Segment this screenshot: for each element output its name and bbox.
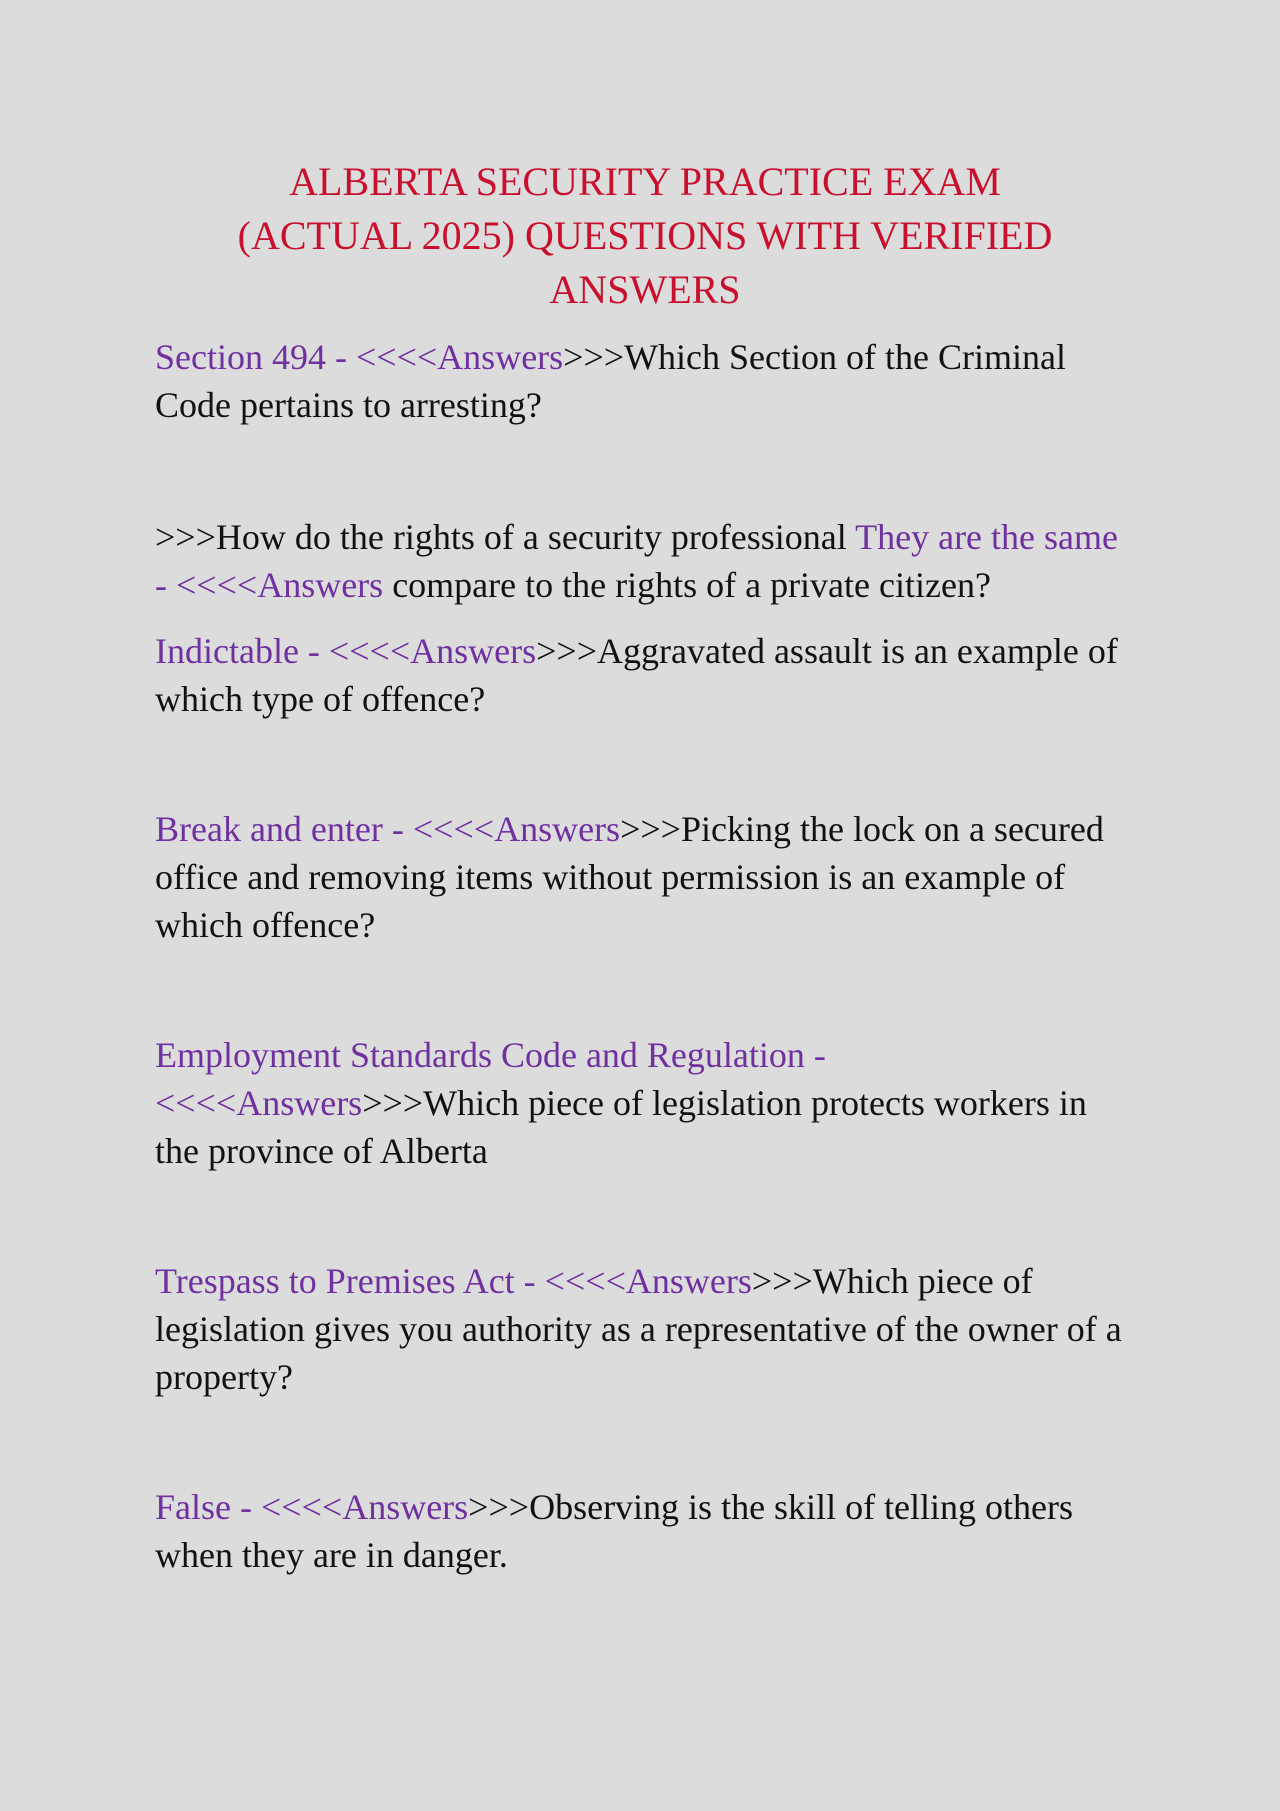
question-text: >>>Which piece of legislation gives you authority as a representative of the owner of a property? — [155, 1261, 1122, 1397]
answer-text: Section 494 - <<<<Answers — [155, 337, 564, 377]
question-text: >>>Which piece of legislation protects workers in the province of Alberta — [155, 1083, 1087, 1171]
qa-item-2 — [155, 513, 1135, 609]
document-title — [155, 155, 1135, 317]
title-line-3: ANSWERS — [549, 267, 741, 312]
answer-text: False - <<<<Answers — [155, 1487, 469, 1527]
answer-text: Indictable - <<<<Answers — [155, 631, 537, 671]
qa-item-5 — [155, 1031, 1135, 1175]
question-text: >>>Aggravated assault is an example of which type of offence? — [155, 631, 1118, 719]
title-line-2: (ACTUAL 2025) QUESTIONS WITH VERIFIED — [237, 213, 1053, 258]
answer-text: Employment Standards Code and Regulation - <<<<Answers — [155, 1035, 826, 1123]
answer-text: Trespass to Premises Act - <<<<Answers — [155, 1261, 752, 1301]
qa-item-3 — [155, 627, 1135, 723]
question-text-end: compare to the rights of a private citizen? — [383, 565, 991, 605]
question-text: >>>Observing is the skill of telling others when they are in danger. — [155, 1487, 1074, 1575]
qa-item-1 — [155, 333, 1135, 429]
question-text-start: >>>How do the rights of a security professional — [155, 517, 856, 557]
title-line-1: ALBERTA SECURITY PRACTICE EXAM — [289, 159, 1001, 204]
qa-item-7 — [155, 1483, 1135, 1579]
qa-item-4 — [155, 805, 1135, 949]
answer-text: They are the same - <<<<Answers — [155, 517, 1118, 605]
qa-item-6 — [155, 1257, 1135, 1401]
question-text: >>>Which Section of the Criminal Code pertains to arresting? — [155, 337, 1066, 425]
answer-text: Break and enter - <<<<Answers — [155, 809, 621, 849]
question-text: >>>Picking the lock on a secured office and removing items without permission is an example of which offence? — [155, 809, 1104, 945]
